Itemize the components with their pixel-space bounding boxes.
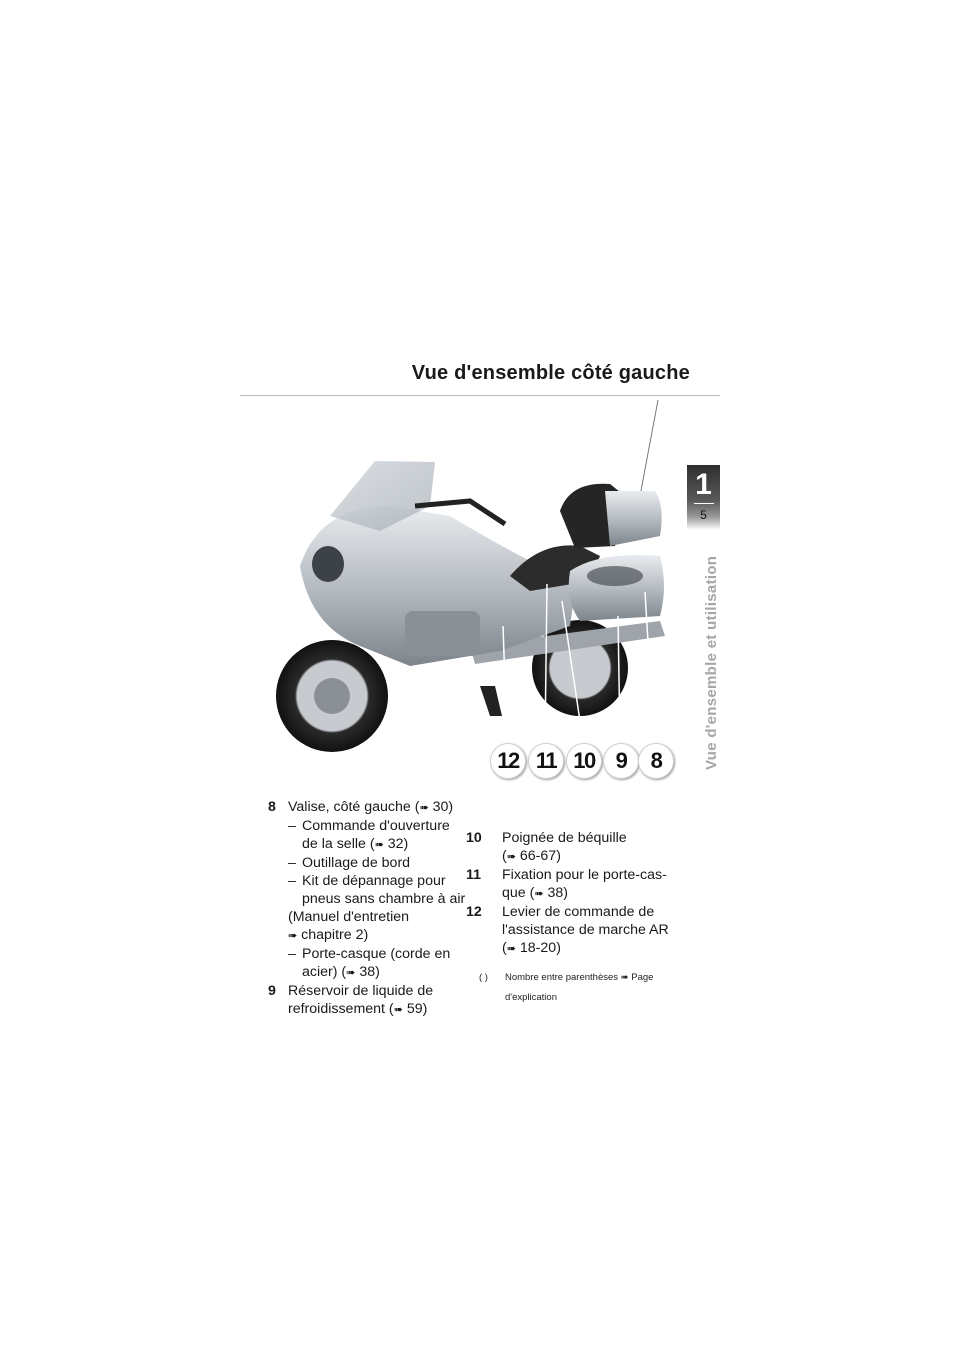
sub-item: – Porte-casque (corde en acier) (➠ 38) bbox=[288, 946, 451, 980]
item-label: Valise, côté gauche ( bbox=[288, 799, 420, 815]
arrow-icon: ➠ bbox=[620, 972, 629, 983]
legend-item-12: 12 Levier de commande de l'assistance de marche AR (➠ 18-20) bbox=[466, 904, 669, 956]
legend-item-8: 8 Valise, côté gauche (➠ 30) bbox=[268, 799, 454, 815]
callout-10: 10 bbox=[566, 743, 602, 779]
callout-11: 11 bbox=[528, 743, 564, 779]
page-number: 5 bbox=[700, 508, 707, 522]
arrow-icon: ➠ bbox=[506, 851, 516, 863]
side-section-label: Vue d'ensemble et utilisation bbox=[703, 555, 720, 770]
sub-item: – Kit de dépannage pour pneus sans chambre à air bbox=[288, 873, 466, 907]
page-title: Vue d'ensemble côté gauche bbox=[411, 362, 690, 384]
arrow-icon: ➠ bbox=[393, 1004, 403, 1016]
arrow-icon: ➠ bbox=[506, 943, 516, 955]
callout-9: 9 bbox=[603, 743, 639, 779]
arrow-icon: ➠ bbox=[346, 967, 356, 979]
callout-8: 8 bbox=[638, 743, 674, 779]
top-case bbox=[605, 491, 662, 546]
callout-12: 12 bbox=[490, 743, 526, 779]
leader-line-top bbox=[640, 400, 658, 496]
manual-reference: (Manuel d'entretien ➠ chapitre 2) bbox=[288, 909, 410, 943]
item-number: 12 bbox=[466, 904, 482, 920]
arrow-icon: ➠ bbox=[419, 802, 429, 814]
sub-item: – Outillage de bord bbox=[288, 855, 411, 871]
item-number: 10 bbox=[466, 830, 482, 846]
item-number: 11 bbox=[466, 867, 481, 883]
chapter-number: 1 bbox=[695, 468, 712, 501]
sub-item: – Commande d'ouverture de la selle (➠ 32) bbox=[288, 818, 450, 852]
pannier bbox=[569, 555, 664, 621]
legend-item-9: 9 Réservoir de liquide de refroidissement (➠ 59) bbox=[268, 983, 434, 1017]
legend-right-column bbox=[466, 829, 686, 958]
item-number: 8 bbox=[268, 799, 276, 815]
footnote-parentheses: ( ) bbox=[479, 972, 488, 983]
motorcycle-illustration bbox=[240, 396, 710, 780]
arrow-icon: ➠ bbox=[534, 888, 544, 900]
legend-left-column bbox=[268, 798, 468, 1019]
arrow-icon: ➠ bbox=[288, 930, 298, 942]
arrow-icon: ➠ bbox=[374, 839, 384, 851]
footnote: ( ) Nombre entre parenthèses ➠ Page d'explication bbox=[480, 968, 690, 1008]
item-number: 9 bbox=[268, 983, 276, 999]
legend-item-11: 11 Fixation pour le porte-cas- que (➠ 38) bbox=[466, 867, 667, 901]
legend-item-10: 10 Poignée de béquille (➠ 66-67) bbox=[466, 830, 627, 864]
